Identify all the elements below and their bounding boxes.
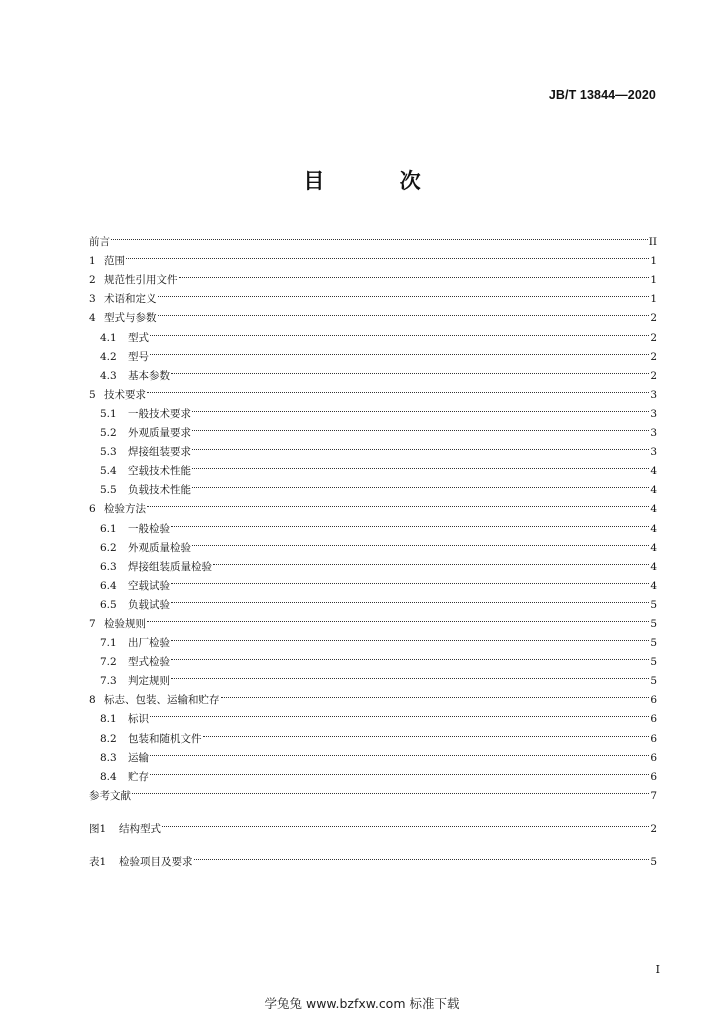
toc-entry-label: 负载技术性能	[128, 484, 191, 497]
dot-leader	[192, 436, 649, 455]
toc-entry-page: 3	[650, 407, 657, 420]
toc-entry-page: 4	[650, 560, 657, 573]
toc-entry-page: 6	[650, 694, 657, 707]
dot-leader	[132, 780, 649, 799]
dot-leader	[171, 646, 649, 665]
toc-entry-label: 外观质量检验	[128, 541, 191, 554]
toc-entry-number: 5	[89, 388, 96, 401]
dot-leader	[171, 360, 649, 379]
toc-entry-label: 空载技术性能	[128, 465, 191, 478]
dot-leader	[213, 551, 649, 570]
toc-entry[interactable]	[89, 589, 657, 611]
toc-entry-page: 2	[650, 312, 657, 325]
toc-entry-label: 包装和随机文件	[128, 732, 202, 745]
toc-entry-number: 6	[89, 503, 96, 516]
toc-entry-number: 4.1	[100, 331, 117, 344]
toc-entry-page: 7	[650, 789, 657, 802]
toc-entry[interactable]	[89, 570, 657, 592]
toc-entry-number: 5.4	[100, 465, 117, 478]
toc-entry-page: 2	[650, 822, 657, 835]
standard-code: JB/T 13844—2020	[548, 88, 656, 102]
toc-entry-label: 参考文献	[89, 789, 131, 802]
toc-entry-page: 3	[650, 446, 657, 459]
toc-entry[interactable]	[89, 360, 657, 382]
dot-leader	[171, 570, 649, 589]
toc-entry[interactable]	[89, 341, 657, 363]
dot-leader	[150, 761, 649, 780]
toc-entry-label: 术语和定义	[104, 293, 157, 306]
dot-leader	[171, 589, 649, 608]
toc-entry[interactable]	[89, 722, 657, 745]
toc-entry[interactable]	[89, 627, 657, 650]
toc-entry-label: 范围	[104, 255, 125, 268]
toc-entry-label: 型式检验	[128, 656, 170, 669]
toc-entry-number: 4.3	[100, 369, 117, 382]
toc-entry-page: 1	[650, 255, 657, 268]
toc-entry-number: 6.1	[100, 522, 117, 535]
toc-entry-page: 4	[650, 503, 657, 516]
toc-main-entries	[89, 226, 657, 802]
toc-entry[interactable]	[89, 321, 657, 344]
toc-entry-number: 1	[89, 255, 96, 268]
toc-entry-number: 7.3	[100, 675, 117, 688]
toc-entry-page: 5	[650, 856, 657, 868]
toc-entry[interactable]	[89, 226, 657, 249]
dot-leader	[150, 321, 649, 340]
toc-table-entry[interactable]	[89, 846, 657, 868]
toc-entry-number: 7.1	[100, 637, 117, 650]
dot-leader	[147, 379, 649, 398]
toc-figure-entry[interactable]	[89, 813, 657, 835]
toc-entry[interactable]	[89, 646, 657, 669]
toc-entry[interactable]	[89, 283, 657, 306]
dot-leader	[126, 245, 649, 264]
toc-entry-page: 5	[650, 617, 657, 630]
toc-entry-number: 5.1	[100, 407, 117, 420]
toc-entry-label: 标识	[128, 713, 149, 726]
toc-entry-number: 表1	[89, 856, 107, 868]
dot-leader	[171, 627, 649, 646]
toc-entry-label: 基本参数	[128, 369, 170, 382]
toc-entry-page: 1	[650, 293, 657, 306]
toc-entry-number: 8.2	[100, 732, 117, 745]
toc-entry-label: 判定规则	[128, 675, 170, 688]
toc-entry-label: 一般技术要求	[128, 407, 191, 420]
toc-entry-label: 运输	[128, 751, 149, 764]
toc-entry-number: 7	[89, 617, 96, 630]
toc-entry-label: 型号	[128, 350, 149, 363]
toc-entry-number: 6.2	[100, 541, 117, 554]
toc-entry-label: 型式	[128, 331, 149, 344]
dot-leader	[192, 474, 649, 493]
toc-entry-page: 6	[650, 770, 657, 783]
dot-leader	[171, 512, 649, 531]
dot-leader	[147, 608, 649, 627]
dot-leader	[150, 703, 649, 722]
toc-entry-page: 4	[650, 541, 657, 554]
toc-entry[interactable]	[89, 532, 657, 554]
toc-entry-page: 2	[650, 350, 657, 363]
toc-entry-number: 5.5	[100, 484, 117, 497]
toc-entry-label: 出厂检验	[128, 637, 170, 650]
toc-entry-number: 图1	[89, 822, 107, 835]
toc-entry-page: 3	[650, 427, 657, 440]
toc-entry-label: 型式与参数	[104, 312, 157, 325]
toc-entry[interactable]	[89, 512, 657, 535]
dot-leader	[162, 813, 649, 832]
toc-entry-number: 5.3	[100, 446, 117, 459]
dot-leader	[221, 684, 650, 703]
toc-entry-label: 结构型式	[119, 822, 161, 835]
toc-entry-number: 7.2	[100, 656, 117, 669]
toc-gap	[89, 832, 657, 846]
toc-entry[interactable]	[89, 703, 657, 726]
toc-gap	[89, 799, 657, 813]
toc-entry-label: 检验规则	[104, 617, 146, 630]
dot-leader	[158, 302, 650, 321]
toc-entry-label: 检验方法	[104, 503, 146, 516]
toc-entry-page: 4	[650, 579, 657, 592]
page-number: I	[655, 963, 660, 976]
dot-leader	[192, 455, 649, 474]
toc-entry-label: 负载试验	[128, 598, 170, 611]
toc-entry-page: 4	[650, 465, 657, 478]
toc-entry-page: 6	[650, 713, 657, 726]
dot-leader	[158, 283, 650, 302]
toc-entry-number: 6.5	[100, 598, 117, 611]
dot-leader	[147, 493, 649, 512]
toc-entry-label: 空载试验	[128, 579, 170, 592]
toc-entry-label: 外观质量要求	[128, 427, 191, 440]
toc-entry[interactable]	[89, 264, 657, 287]
toc-entry-number: 4.2	[100, 350, 117, 363]
toc-entry-page: 4	[650, 522, 657, 535]
dot-leader	[194, 846, 650, 865]
toc-entry-number: 8.1	[100, 713, 117, 726]
toc-entry[interactable]	[89, 665, 657, 688]
toc-entry-label: 技术要求	[104, 388, 146, 401]
toc-entry-page: II	[648, 236, 657, 249]
table-of-contents	[89, 226, 657, 868]
dot-leader	[192, 532, 649, 551]
toc-entry-page: 5	[650, 598, 657, 611]
toc-entry-page: 3	[650, 388, 657, 401]
dot-leader	[192, 417, 649, 436]
toc-entry-number: 8.4	[100, 770, 117, 783]
toc-entry[interactable]	[89, 493, 657, 516]
dot-leader	[203, 722, 650, 741]
toc-entry-number: 6.4	[100, 579, 117, 592]
toc-entry-label: 检验项目及要求	[119, 856, 193, 868]
dot-leader	[179, 264, 650, 283]
toc-entry-page: 1	[650, 274, 657, 287]
toc-figure-entries	[89, 813, 657, 835]
toc-entry-number: 8.3	[100, 751, 117, 764]
toc-entry[interactable]	[89, 379, 657, 401]
toc-entry[interactable]	[89, 302, 657, 325]
toc-table-entries	[89, 846, 657, 868]
dot-leader	[192, 398, 649, 417]
toc-entry[interactable]	[89, 684, 657, 707]
toc-entry-label: 焊接组装质量检验	[128, 560, 212, 573]
toc-entry[interactable]	[89, 761, 657, 783]
download-watermark: 学兔兔 www.bzfxw.com 标准下载	[264, 996, 460, 1011]
toc-entry-label: 规范性引用文件	[104, 274, 178, 287]
toc-entry-number: 5.2	[100, 427, 117, 440]
toc-entry-number: 4	[89, 312, 96, 325]
toc-entry[interactable]	[89, 608, 657, 630]
toc-entry-number: 6.3	[100, 560, 117, 573]
toc-entry-label: 贮存	[128, 770, 149, 783]
toc-entry-label: 标志、包装、运输和贮存	[104, 694, 220, 707]
toc-entry-page: 2	[650, 331, 657, 344]
toc-entry[interactable]	[89, 245, 657, 268]
toc-entry-number: 3	[89, 293, 96, 306]
toc-entry-page: 6	[650, 732, 657, 745]
toc-entry-number: 8	[89, 694, 96, 707]
toc-entry[interactable]	[89, 398, 657, 420]
toc-entry-label: 一般检验	[128, 522, 170, 535]
dot-leader	[150, 742, 649, 761]
toc-entry-label: 焊接组装要求	[128, 446, 191, 459]
toc-entry-page: 6	[650, 751, 657, 764]
toc-entry-page: 5	[650, 637, 657, 650]
toc-entry-page: 4	[650, 484, 657, 497]
toc-entry[interactable]	[89, 742, 657, 764]
dot-leader	[171, 665, 649, 684]
toc-entry-page: 2	[650, 369, 657, 382]
page-title: 目 次	[303, 169, 455, 193]
toc-entry[interactable]	[89, 780, 657, 802]
toc-entry-number: 2	[89, 274, 96, 287]
dot-leader	[111, 226, 648, 245]
toc-entry-page: 5	[650, 656, 657, 669]
toc-entry-page: 5	[650, 675, 657, 688]
toc-entry-label: 前言	[89, 236, 110, 249]
dot-leader	[150, 341, 649, 360]
